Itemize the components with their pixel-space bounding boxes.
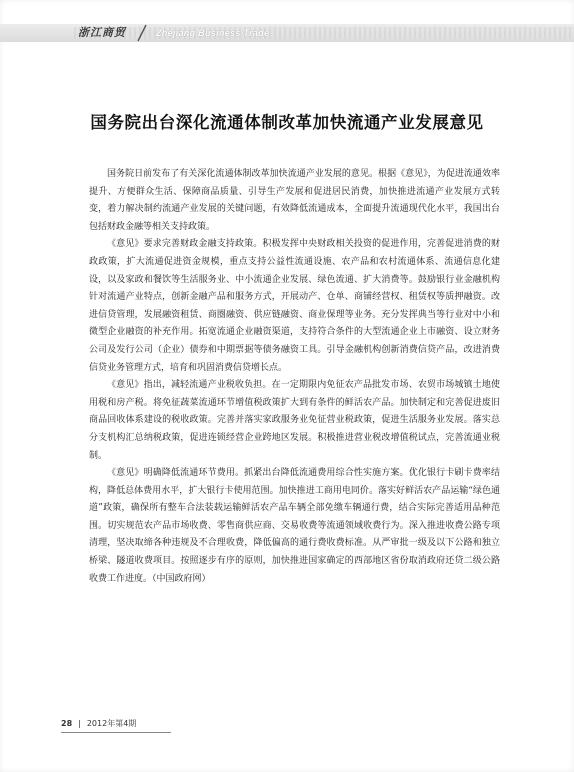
magazine-brand-en: Zhejiang Business Trade: [156, 28, 270, 38]
magazine-header-banner: [0, 24, 574, 42]
issue-label: 2012年第4期: [86, 719, 137, 728]
article-paragraph: 《意见》要求完善财政金融支持政策。积极发挥中央财政相关投资的促进作用，完善促进消费的财政政策，扩大流通促进资金规模，重点支持公益性流通设施、农产品和农村流通体系、流通信息化建设，以及家政和餐饮等生活服务业、中小流通企业发展、绿色流通、扩大消费等。鼓励银行业金融机构针对流通产业特点，创新金融产品和服务方式，开展动产、仓单、商铺经营权、租赁权等质押融资。改进信贷管理，发展融资租赁、商圈融资、供应链融资、商业保理等业务。充分发挥典当等行业对中小和微型企业融资的补充作用。拓宽流通企业融资渠道，支持符合条件的大型流通企业上市融资、设立财务公司及发行公司（企业）债券和中期票据等债务融资工具。引导金融机构创新消费信贷产品，改进消费信贷业务管理方式，培育和巩固消费信贷增长点。: [89, 239, 500, 373]
magazine-brand-cn: 浙江商贸: [78, 26, 126, 39]
footer-rule: [61, 732, 171, 733]
article-paragraph-text: 《意见》明确降低流通环节费用。抓紧出台降低流通费用综合性实施方案。优化银行卡刷卡费率结构，降低总体费用水平，扩大银行卡使用范围。加快推进工商用电同价。落实好鲜活农产品运输“绿色通道”政策，确保所有整车合法装载运输鲜活农产品车辆全部免缴车辆通行费，结合实际完善适用品种范围。切实规范农产品市场收费、零售商供应商、交易收费等流通领域收费行为。深入推进收费公路专项清理，坚决取缔各种违规及不合理收费，降低偏高的通行费收费标准。从严审批一级及以下公路和独立桥梁、隧道收费项目。按照逐步有序的原则，加快推进国家确定的西部地区省份取消政府还贷二级公路收费工作进度。: [89, 468, 500, 584]
article-source: （中国政府网）: [152, 573, 211, 584]
article-body: [89, 166, 500, 588]
page-footer: [61, 718, 136, 730]
article-paragraph: [89, 465, 500, 588]
page-number: 28: [61, 719, 73, 728]
article-paragraph: 《意见》指出，减轻流通产业税收负担。在一定期限内免征农产品批发市场、农贸市场城镇土地使用税和房产税。将免征蔬菜流通环节增值税政策扩大到有条件的鲜活农产品。加快制定和完善促进废旧商品回收体系建设的税收政策。完善并落实家政服务业免征营业税政策，促进生活服务业发展。落实总分支机构汇总纳税政策，促进连锁经营企业跨地区发展。积极推进营业税改增值税试点，完善流通业税制。: [89, 380, 500, 461]
article-title: 国务院出台深化流通体制改革加快流通产业发展意见: [90, 113, 484, 133]
footer-separator: |: [78, 719, 81, 728]
divider-slash-icon: [133, 24, 151, 42]
article-paragraph: 国务院日前发布了有关深化流通体制改革加快流通产业发展的意见。根据《意见》，为促进流通效率提升、方便群众生活、保障商品质量、引导生产发展和促进居民消费，加快推进流通产业发展方式转变，着力解决制约流通产业发展的关键问题，有效降低流通成本，全面提升流通现代化水平，我国出台包括财政金融等相关支持政策。: [89, 169, 500, 232]
